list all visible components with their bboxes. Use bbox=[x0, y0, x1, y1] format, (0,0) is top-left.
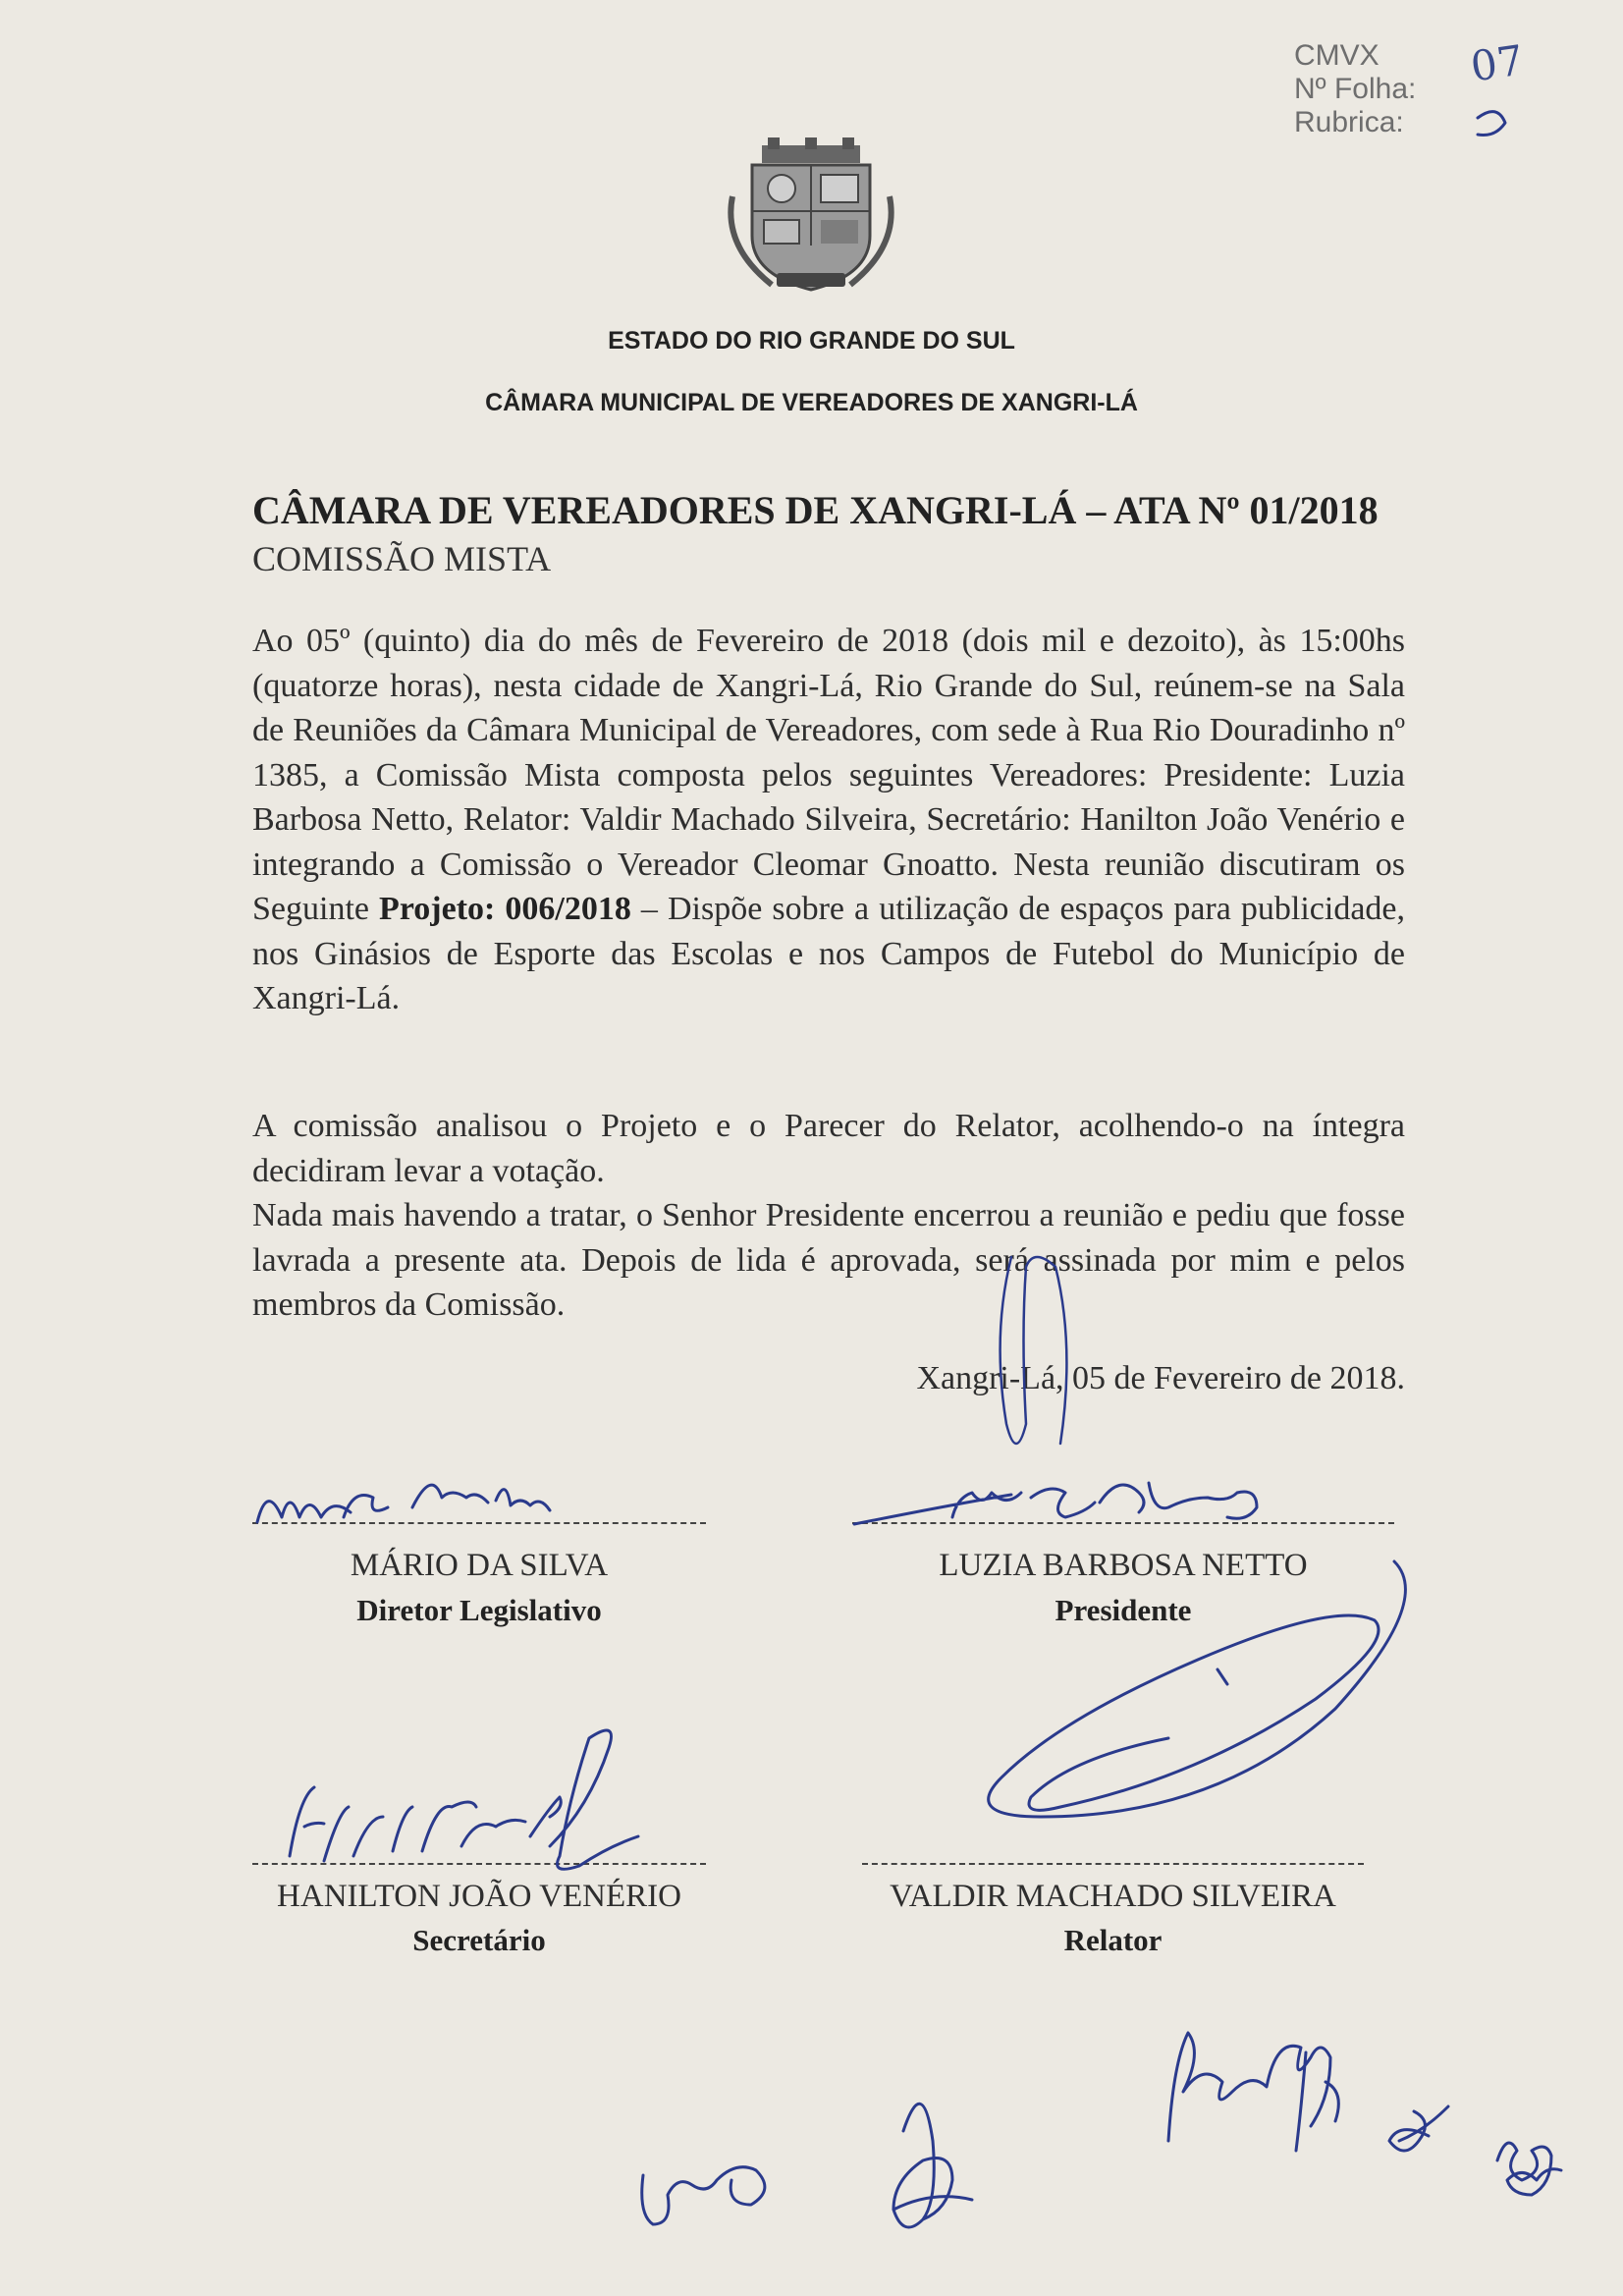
signer-name: VALDIR MACHADO SILVEIRA bbox=[890, 1879, 1336, 1914]
initials-3-icon bbox=[1168, 2033, 1338, 2151]
header-state: ESTADO DO RIO GRANDE DO SUL bbox=[608, 327, 1015, 355]
stamp-sheet-number: 07 bbox=[1467, 35, 1527, 91]
signer-role: Relator bbox=[1063, 1923, 1163, 1957]
signer-role: Presidente bbox=[1055, 1593, 1192, 1627]
signature-line bbox=[862, 1863, 1364, 1865]
signer-role: Diretor Legislativo bbox=[356, 1593, 602, 1627]
paragraph-1-text-end: – Dispõe sobre a utilização de espaços para publicidade, nos Ginásios de Esporte das Escolas e nos Campos de Futebol do Município de Xangri-Lá. bbox=[252, 891, 1406, 1016]
paragraph-2: A comissão analisou o Projeto e o Parecer do Relator, acolhendo-o na íntegra decidiram levar a votação. bbox=[252, 1108, 1405, 1189]
paragraph-1-text: Ao 05º (quinto) dia do mês de Fevereiro de 2018 (dois mil e dezoito), às 15:00hs (quatorze horas), nesta cidade de Xangri-Lá, Rio Grande do Sul, reúnem-se na Sala de Reuniões da Câmara Municipal de Vereadores, com sede à Rua Rio Douradinho nº 1385, a Comissão Mista composta pelos seguintes Vereadores: Presidente: Luzia Barbosa Netto, Relator: Valdir Machado Silveira, Secretário: Hanilton João Venério e integrando a Comissão o Vereador Cleomar Gnoatto. Nesta reunião discutiram os Seguinte bbox=[252, 623, 1405, 927]
paragraph-1 bbox=[252, 619, 1405, 1021]
signer-name: HANILTON JOÃO VENÉRIO bbox=[277, 1879, 681, 1914]
initials-5-icon bbox=[1497, 2143, 1561, 2195]
initials-4-icon bbox=[1389, 2106, 1448, 2151]
signature-mario-icon bbox=[257, 1485, 550, 1522]
signature-hanilton-icon bbox=[290, 1730, 638, 1869]
initials-1-icon bbox=[642, 2167, 765, 2224]
stamp-rubric-icon bbox=[1478, 112, 1505, 136]
coat-of-arms-icon bbox=[723, 137, 899, 295]
document-title: CÂMARA DE VEREADORES DE XANGRI-LÁ – ATA Nº 01/2018 bbox=[252, 488, 1379, 532]
signature-luzia-icon bbox=[854, 1483, 1257, 1524]
signature-line bbox=[852, 1522, 1394, 1524]
initials-2-icon bbox=[893, 2104, 972, 2227]
signature-line bbox=[252, 1863, 706, 1865]
date-line: Xangri-Lá, 05 de Fevereiro de 2018. bbox=[916, 1360, 1405, 1396]
paragraph-3: Nada mais havendo a tratar, o Senhor Presidente encerrou a reunião e pediu que fosse lavrada a presente ata. Depois de lida é aprovada, será assinada por mim e pelos membros da Comissão. bbox=[252, 1197, 1405, 1323]
stamp-line-folha: Nº Folha: bbox=[1294, 73, 1417, 105]
signer-name: MÁRIO DA SILVA bbox=[350, 1548, 609, 1583]
project-number: Projeto: 006/2018 bbox=[379, 891, 631, 927]
stamp-line-cmvx: CMVX bbox=[1294, 39, 1380, 72]
signature-line bbox=[252, 1522, 706, 1524]
header-chamber: CÂMARA MUNICIPAL DE VEREADORES DE XANGRI-LÁ bbox=[485, 389, 1138, 416]
document-subtitle: COMISSÃO MISTA bbox=[252, 539, 552, 578]
signer-name: LUZIA BARBOSA NETTO bbox=[939, 1548, 1308, 1583]
archive-stamp bbox=[1294, 39, 1416, 139]
stamp-line-rubrica: Rubrica: bbox=[1294, 106, 1404, 138]
signer-role: Secretário bbox=[412, 1923, 546, 1957]
